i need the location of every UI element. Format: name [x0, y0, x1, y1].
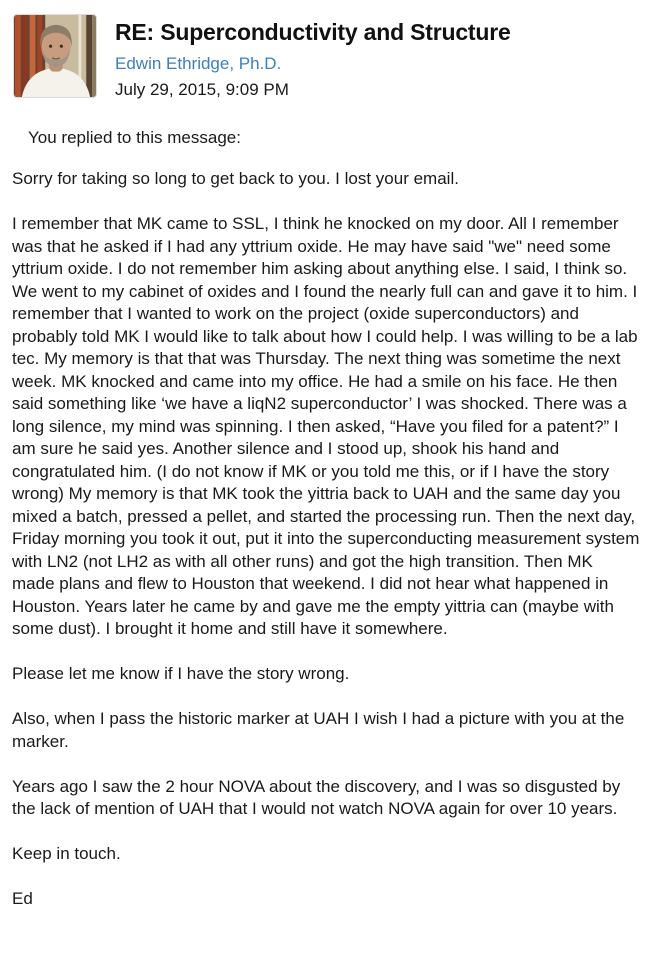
- sender-photo-illustration: [14, 15, 96, 97]
- sender-avatar: [13, 14, 97, 98]
- message-body: [0, 168, 650, 911]
- body-paragraph: Please let me know if I have the story wrong.: [12, 664, 350, 684]
- subject-line: RE: Superconductivity and Structure: [115, 19, 511, 45]
- body-paragraph: I remember that MK came to SSL, I think he knocked on my door. All I remember was that he asked if I had any yttrium oxide. He may have said "we" need some yttrium oxide. I do not remember him asking about anything else. I said, I think so. We went to my cabinet of oxides and I found the nearly full can and gave it to him. I remember that I wanted to work on the project (oxide superconductors) and probably told MK I would like to talk about how I could help. I was willing to be a lab tec. My memory is that that was Thursday. The next thing was sometime the next week. MK knocked and came into my office. He had a smile on his face. He then said something like ‘we have a liqN2 superconductor’ I was shocked. There was a long silence, my mind was spinning. I then asked, “Have you filed for a patent?” I am sure he said yes. Another silence and I stood up, shook his hand and congratulated him. (I do not know if MK or you told me this, or if I have the story wrong) My memory is that MK took the yittria back to UAH and the same day you mixed a batch, pressed a pellet, and started the processing run. Then the next day, Friday morning you took it out, put it into the superconducting measurement system with LN2 (not LH2 as with all other runs) and got the high transition. Then MK made plans and flew to Houston that weekend. I did not hear what happened in Houston. Years later he came by and gave me the empty yittria can (maybe with some dust). I brought it home and still have it somewhere.: [12, 214, 640, 639]
- reply-status-note: You replied to this message:: [28, 128, 241, 148]
- body-paragraph: Years ago I saw the 2 hour NOVA about the discovery, and I was so disgusted by the lack of mention of UAH that I would not watch NOVA again for over 10 years.: [12, 776, 621, 819]
- body-paragraph-signature: Ed: [12, 889, 33, 909]
- body-paragraph: Keep in touch.: [12, 844, 121, 864]
- message-header: [0, 0, 650, 100]
- body-paragraph: Sorry for taking so long to get back to you. I lost your email.: [12, 169, 459, 189]
- body-paragraph: Also, when I pass the historic marker at UAH I wish I had a picture with you at the marker.: [12, 709, 625, 751]
- header-text-block: [115, 14, 511, 100]
- sender-name-link[interactable]: Edwin Ethridge, Ph.D.: [115, 54, 282, 74]
- message-date: July 29, 2015, 9:09 PM: [115, 80, 289, 100]
